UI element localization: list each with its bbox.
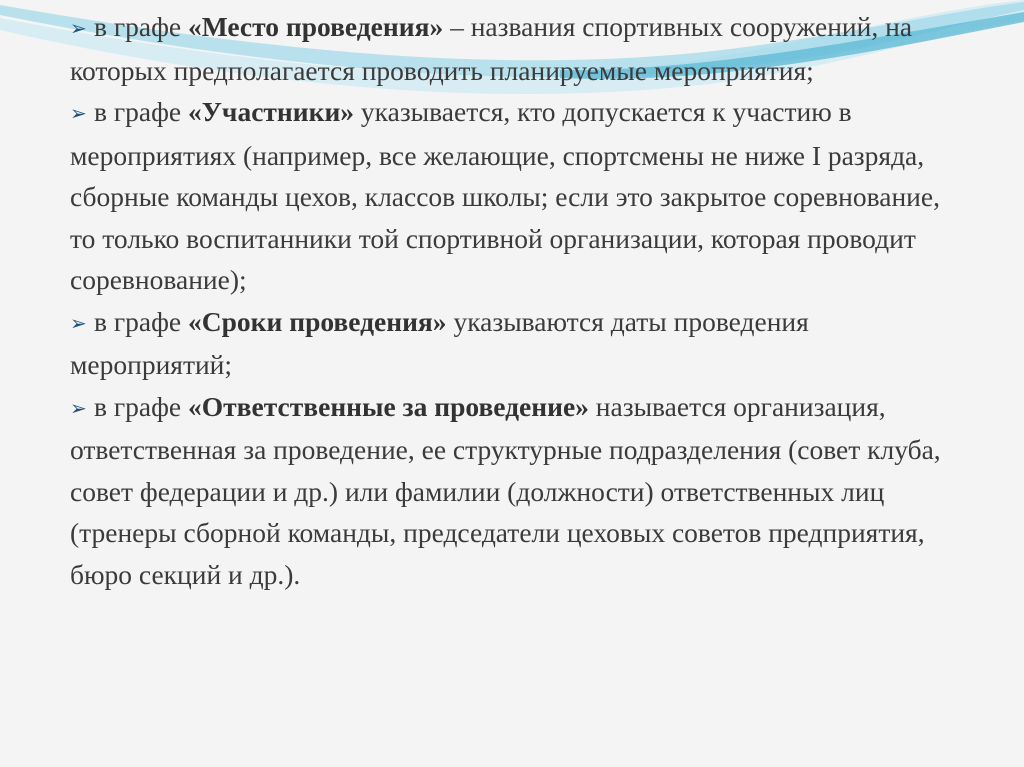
- item-prefix: в графе: [94, 390, 188, 422]
- item-prefix: в графе: [94, 305, 188, 337]
- arrow-bullet-icon: ➢: [70, 310, 87, 335]
- item-text: – названия спортивных сооружений, на которых предполагается проводить планируемые мероприятия;: [70, 11, 913, 86]
- item-highlight: «Ответственные за проведение»: [188, 390, 589, 422]
- arrow-bullet-icon: ➢: [70, 101, 87, 125]
- item-highlight: «Место проведения»: [188, 11, 444, 42]
- list-item: [70, 6, 970, 91]
- item-text: указывается, кто допускается к участию в мероприятиях (например, все желающие, спортсмены не ниже I разряда, сборные команды цехов, классов школы; если это закрытое соревнование, то только воспитанники той спортивной организации, которая проводит соревнование);: [70, 96, 940, 295]
- item-text: указываются даты проведения мероприятий;: [70, 305, 809, 380]
- list-item: [70, 91, 970, 301]
- item-prefix: в графе: [94, 96, 188, 127]
- list-item: [70, 386, 970, 596]
- item-text: называется организация, ответственная за проведение, ее структурные подразделения (совет клуба, совет федерации и др.) или фамилии (должности) ответственных лиц (тренеры сборной команды, председатели цеховых советов предприятия, бюро секций и др.).: [70, 390, 941, 590]
- slide-content: [70, 6, 970, 595]
- list-item: [70, 301, 970, 386]
- arrow-bullet-icon: ➢: [70, 16, 87, 40]
- item-highlight: «Сроки проведения»: [188, 305, 447, 337]
- arrow-bullet-icon: ➢: [70, 395, 87, 420]
- item-prefix: в графе: [94, 11, 188, 42]
- item-highlight: «Участники»: [188, 96, 355, 127]
